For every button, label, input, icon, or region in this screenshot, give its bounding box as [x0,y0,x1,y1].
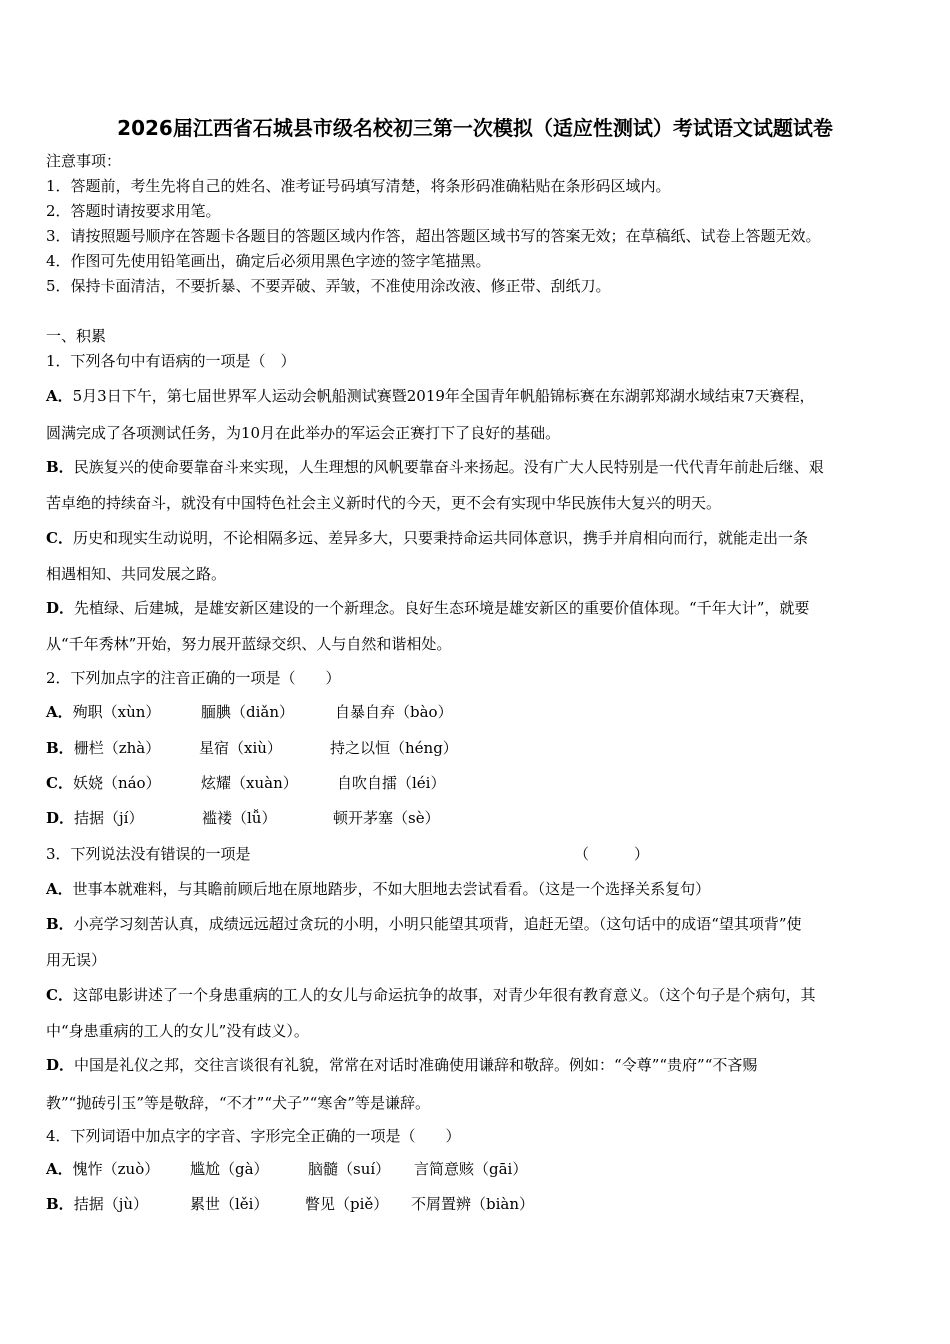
option-c-line-1: C．历史和现实生动说明，不论相隔多远、差异多大，只要秉持命运共同体意识，携手并肩相向而行，就能走出一条 [46,529,808,547]
answer-paren: （ ） [574,845,650,863]
option-cell: 腼腆（diǎn） [201,703,295,721]
notice-item: 4．作图可先使用铅笔画出，确定后必须用黑色字迹的签字笔描黑。 [46,252,491,270]
option-cell: 褴褛（lǚ） [202,809,277,827]
option-cell: 瞥见（piě） [305,1195,389,1213]
option-cell: B．栅栏（zhà） [46,739,161,757]
option-cell: 星宿（xiù） [199,739,282,757]
option-cell: A．殉职（xùn） [46,703,161,721]
option-b-line-2: 用无误） [46,951,107,969]
notice-heading: 注意事项： [46,152,122,170]
option-a-line-2: 圆满完成了各项测试任务，为10月在此举办的军运会正赛打下了良好的基础。 [46,424,561,442]
notice-item: 3．请按照题号顺序在答题卡各题目的答题区域内作答，超出答题区域书写的答案无效；在草稿纸、试卷上答题无效。 [46,227,821,245]
notice-item: 5．保持卡面清洁，不要折暴、不要弄破、弄皱，不准使用涂改液、修正带、刮纸刀。 [46,277,611,295]
question-stem: 2．下列加点字的注音正确的一项是（ ） [46,669,341,687]
option-a-line-1: A．5月3日下午，第七届世界军人运动会帆船测试赛暨2019年全国青年帆船锦标赛在东湖郭郑湖水域结束7天赛程， [46,387,815,405]
option-cell: C．妖娆（náo） [46,774,161,792]
question-stem: 1．下列各句中有语病的一项是（ ） [46,352,296,370]
option-b-line-1: B．小亮学习刻苦认真，成绩远远超过贪玩的小明，小明只能望其项背，追赶无望。（这句话中的成语“望其项背”使 [46,915,802,933]
option-d-line-1: D．中国是礼仪之邦，交往言谈很有礼貌，常常在对话时准确使用谦辞和敬辞。例如：“令尊”“贵府”“不吝赐 [46,1056,758,1074]
option-d-line-1: D．先植绿、后建城，是雄安新区建设的一个新理念。良好生态环境是雄安新区的重要价值体现。“千年大计”，就要 [46,599,810,617]
option-cell: 炫耀（xuàn） [201,774,298,792]
option-b-line-1: B．民族复兴的使命要靠奋斗来实现，人生理想的风帆要靠奋斗来扬起。没有广大人民特别是一代代青年前赴后继、艰 [46,458,824,476]
section-heading: 一、积累 [46,327,107,345]
option-d-line-2: 教”“抛砖引玉”等是敬辞，“不才”“犬子”“寒舍”等是谦辞。 [46,1094,431,1112]
option-cell: 自暴自弃（bào） [335,703,453,721]
question-stem: 3．下列说法没有错误的一项是 [46,845,251,863]
notice-item: 1．答题前，考生先将自己的姓名、准考证号码填写清楚，将条形码准确粘贴在条形码区域内。 [46,177,671,195]
option-a-line-1: A．世事本就难料，与其瞻前顾后地在原地踏步，不如大胆地去尝试看看。（这是一个选择关系复句） [46,880,711,898]
option-b-line-2: 苦卓绝的持续奋斗，就没有中国特色社会主义新时代的今天，更不会有实现中华民族伟大复兴的明天。 [46,494,722,512]
option-cell: 言简意赅（gāi） [414,1160,528,1178]
option-cell: 持之以恒（héng） [330,739,458,757]
question-stem: 4．下列词语中加点字的字音、字形完全正确的一项是（ ） [46,1127,461,1145]
option-c-line-2: 中“身患重病的工人的女儿”没有歧义）。 [46,1022,309,1040]
option-cell: B．拮据（jù） [46,1195,148,1213]
option-cell: 尴尬（gà） [190,1160,269,1178]
option-c-line-2: 相遇相知、共同发展之路。 [46,565,227,583]
option-cell: 自吹自擂（léi） [337,774,446,792]
option-cell: 不屑置辨（biàn） [411,1195,535,1213]
option-cell: 累世（lěi） [190,1195,269,1213]
option-cell: A．愧怍（zuò） [46,1160,160,1178]
notice-item: 2．答题时请按要求用笔。 [46,202,221,220]
option-d-line-2: 从“千年秀林”开始，努力展开蓝绿交织、人与自然和谐相处。 [46,635,452,653]
option-cell: 顿开茅塞（sè） [333,809,440,827]
option-cell: 脑髓（suí） [308,1160,391,1178]
page-title: 2026届江西省石城县市级名校初三第一次模拟（适应性测试）考试语文试题试卷 [117,116,833,140]
option-cell: D．拮据（jí） [46,809,144,827]
option-c-line-1: C．这部电影讲述了一个身患重病的工人的女儿与命运抗争的故事，对青少年很有教育意义。（这个句子是个病句，其 [46,986,816,1004]
